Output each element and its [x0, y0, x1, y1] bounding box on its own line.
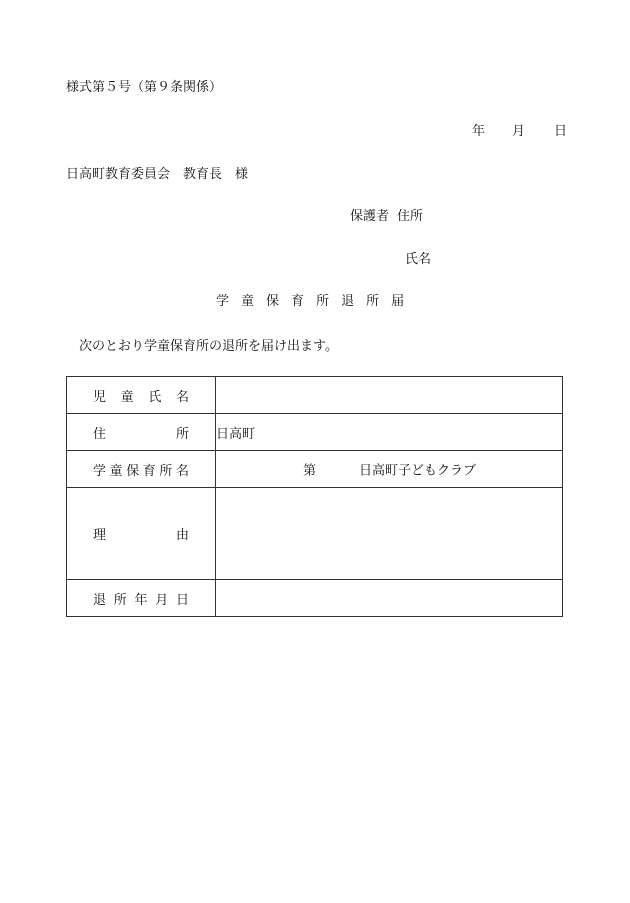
- child-name-label: 児 童 氏 名: [67, 377, 216, 414]
- date-month-label: 月: [512, 124, 526, 139]
- facility-name-field[interactable]: [216, 451, 563, 488]
- title-char: 保: [266, 294, 292, 309]
- facility-number-prefix: 第: [303, 463, 317, 479]
- table-row-withdrawal-date: [67, 580, 563, 617]
- address-label: 住 所: [67, 414, 216, 451]
- title-char: 学: [216, 294, 242, 309]
- withdrawal-date-label: 退 所 年 月 日: [67, 580, 216, 617]
- table-row-child-name: [67, 377, 563, 414]
- facility-name-label: 学 童 保 育 所 名: [67, 451, 216, 488]
- form-number: 様式第５号（第９条関係）: [66, 80, 223, 95]
- guardian-name-label: 氏名: [405, 252, 432, 267]
- facility-name-value: 日高町子どもクラブ: [359, 463, 477, 479]
- table-row-address: [67, 414, 563, 451]
- title-char: 童: [241, 294, 267, 309]
- guardian-address-label: 住所: [397, 209, 424, 224]
- addressee: 日高町教育委員会 教育長 様: [66, 167, 249, 182]
- withdrawal-form-table: [66, 376, 563, 617]
- guardian-address-row: [350, 210, 423, 223]
- guardian-label: 保護者: [350, 209, 390, 224]
- date-year-label: 年: [472, 124, 486, 139]
- withdrawal-date-field[interactable]: [216, 580, 563, 617]
- reason-field[interactable]: [216, 488, 563, 580]
- address-field[interactable]: 日高町: [216, 414, 563, 451]
- title-char: 所: [366, 294, 392, 309]
- title-char: 育: [291, 294, 317, 309]
- reason-label: 理 由: [67, 488, 216, 580]
- child-name-field[interactable]: [216, 377, 563, 414]
- document-title: [216, 295, 416, 308]
- date-day-label: 日: [554, 124, 568, 139]
- title-char: 所: [316, 294, 342, 309]
- title-char: 届: [391, 294, 417, 309]
- table-row-facility: [67, 451, 563, 488]
- table-row-reason: [67, 488, 563, 580]
- title-char: 退: [341, 294, 367, 309]
- intro-text: 次のとおり学童保育所の退所を届け出ます。: [79, 339, 338, 354]
